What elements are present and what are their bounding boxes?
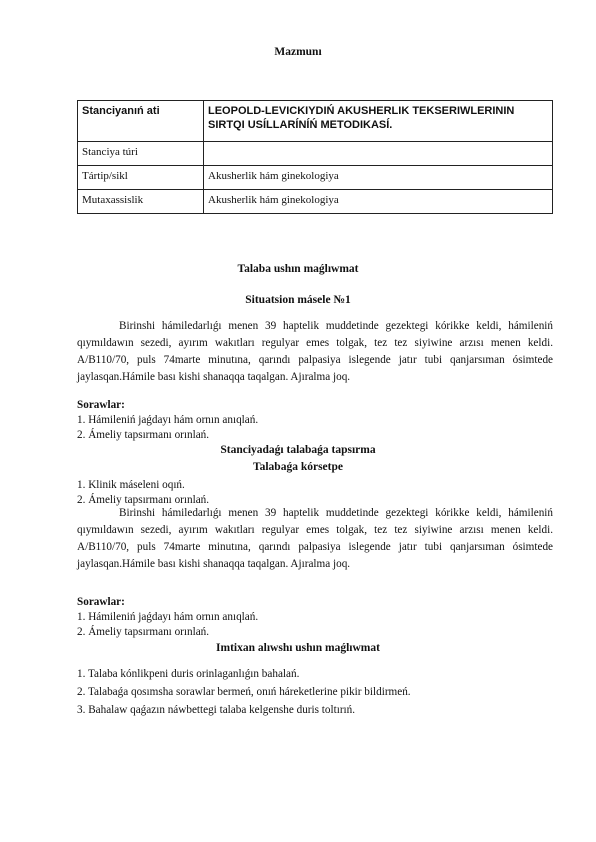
section-heading-student-info: Talaba ushın maǵlıwmat — [237, 263, 359, 275]
student-guide-heading: Talabaǵa kórsetpe — [253, 461, 343, 473]
table-cell-value: LEOPOLD-LEVICKIYDIŃ AKUSHERLIK TEKSERIWLERININ SIRTQI USÍLLARÍNÍŃ METODIKASÍ. — [204, 101, 553, 142]
guide-item: 2. Ámeliy tapsırmanı orınlań. — [77, 494, 210, 506]
table-cell-label: Stanciya túri — [78, 142, 204, 166]
examiner-item: 3. Bahalaw qaǵazın náwbettegi talaba kelgenshe duris toltırıń. — [77, 704, 356, 716]
question-item: 2. Ámeliy tapsırmanı orınlań. — [77, 429, 210, 441]
situation-paragraph-2: Birinshi hámiledarlıǵı menen 39 haptelik muddetinde gezektegi kórikke keldi, hámileniń qıymıldawın sezedi, ayırım wakıtları regulyar emes tolgak, tez tez siyiwine arzısı menen keldi. A/B110/70, puls 74marte minutına, qarındı palpasiya islegende jatır tubi qanjarsıman ósimtede jaylasqan.Hámile bası kishi shanaqqa taqalgan. Ajıralma joq. — [77, 507, 553, 570]
examiner-item: 2. Talabaǵa qosımsha sorawlar bermeń, onıń háreketlerine pikir bildirmeń. — [77, 686, 411, 698]
table-cell-value: Akusherlik hám ginekologiya — [204, 190, 553, 214]
table-row — [78, 166, 553, 190]
examiner-item: 1. Talaba kónlikpeni duris orinlaganlıǵın bahalań. — [77, 668, 300, 680]
examiner-heading: Imtixan alıwshı ushın maǵlıwmat — [216, 642, 380, 654]
table-cell-value: Akusherlik hám ginekologiya — [204, 166, 553, 190]
station-task-heading: Stanciyadaǵı talabaǵa tapsırma — [220, 444, 376, 456]
table-cell-label: Mutaxassislik — [78, 190, 204, 214]
table-row — [78, 142, 553, 166]
question-item: 1. Hámileniń jaǵdayı hám ornın anıqlań. — [77, 611, 259, 623]
situation-heading: Situatsion másele №1 — [245, 294, 351, 306]
table-cell-value — [204, 142, 553, 166]
table-cell-label: Tártip/sikl — [78, 166, 204, 190]
table-row — [78, 190, 553, 214]
guide-item: 1. Klinik máseleni oqıń. — [77, 479, 185, 491]
table-cell-label: Stanciyanıń ati — [78, 101, 204, 142]
questions-heading: Sorawlar: — [77, 596, 125, 608]
questions-heading: Sorawlar: — [77, 399, 125, 411]
document-title: Mazmunı — [274, 46, 322, 58]
question-item: 1. Hámileniń jaǵdayı hám ornın anıqlań. — [77, 414, 259, 426]
question-item: 2. Ámeliy tapsırmanı orınlań. — [77, 626, 210, 638]
table-row — [78, 101, 553, 142]
situation-paragraph: Birinshi hámiledarlıǵı menen 39 haptelik muddetinde gezektegi kórikke keldi, hámileniń qıymıldawın sezedi, ayırım wakıtları regulyar emes tolgak, tez tez siyiwine arzısı menen keldi. A/B110/70, puls 74marte minutına, qarındı palpasiya islegende jatır tubi qanjarsıman ósimtede jaylasqan.Hámile bası kishi shanaqqa taqalgan. Ajıralma joq. — [77, 320, 553, 383]
station-info-table — [77, 100, 553, 214]
